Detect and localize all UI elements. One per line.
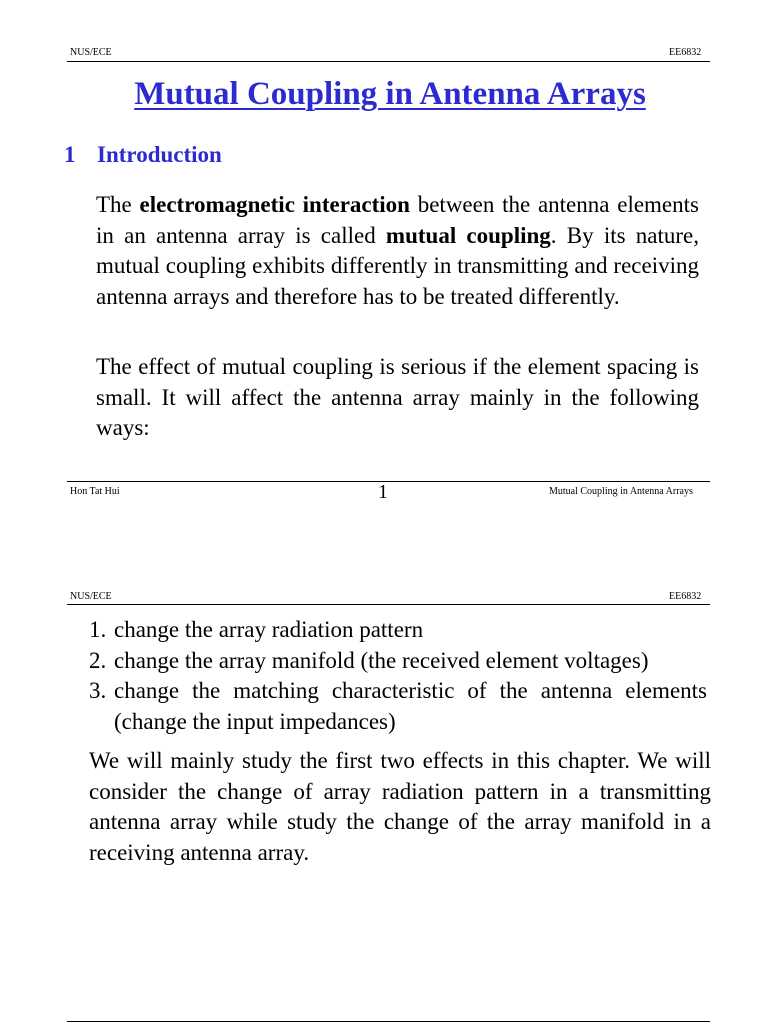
footer-title: Mutual Coupling in Antenna Arrays	[549, 486, 693, 497]
header-rule	[67, 604, 710, 605]
effects-list	[89, 615, 707, 737]
intro-paragraph	[96, 190, 699, 312]
list-text: change the array radiation pattern	[114, 617, 424, 642]
para-text: . By its nature, mutual coupling exhibits differently in transmitting and receiving antenna arrays and therefore has to be treated differently.	[96, 222, 699, 309]
footer-rule	[67, 481, 710, 482]
page-number: 1	[378, 481, 388, 503]
list-item	[89, 615, 707, 646]
list-item	[89, 646, 707, 677]
list-number: 1.	[89, 617, 107, 642]
list-item	[89, 676, 707, 737]
section-heading	[64, 140, 222, 170]
footer-author: Hon Tat Hui	[70, 486, 120, 497]
footer-rule	[67, 1021, 710, 1022]
list-number: 2.	[89, 647, 107, 673]
para-text: The	[96, 192, 140, 217]
header-right: EE6832	[669, 47, 702, 58]
list-text: change the matching characteristic of the antenna elements (change the input impedances)	[114, 678, 707, 734]
study-paragraph: We will mainly study the first two effects in this chapter. We will consider the change of array radiation pattern in a transmitting antenna array while study the change of the array manifold in a receiving antenna array.	[89, 748, 711, 865]
list-text: change the array manifold (the received element voltages)	[114, 647, 649, 673]
header-left: NUS/ECE	[70, 47, 112, 58]
list-number: 3.	[89, 678, 107, 703]
bold-term-electromagnetic-interaction: electromagnetic interaction	[139, 192, 410, 217]
para-text: between the antenna elements in an antenna array is called	[96, 192, 699, 248]
page-title: Mutual Coupling in Antenna Arrays	[134, 76, 646, 112]
effect-paragraph: The effect of mutual coupling is serious if the element spacing is small. It will affect the antenna array mainly in the following ways:	[96, 354, 699, 440]
bold-term-mutual-coupling: mutual coupling	[385, 222, 551, 248]
header-rule	[67, 61, 710, 62]
section-title: Introduction	[97, 142, 222, 167]
header-left: NUS/ECE	[70, 591, 112, 602]
header-right: EE6832	[669, 591, 702, 602]
section-number: 1	[64, 142, 76, 167]
